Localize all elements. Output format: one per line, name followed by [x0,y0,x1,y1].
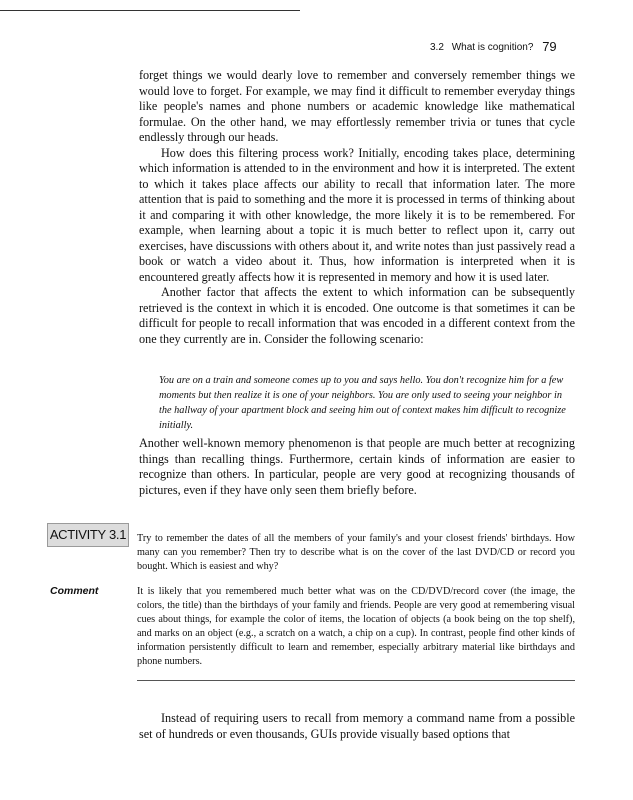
comment-bottom-rule [137,680,575,681]
running-header [430,39,580,54]
paragraph-recognition: Another well-known memory phenomenon is that people are much better at recognizing things than recalling things. Furthermore, certain kinds of information are easier to recognize than others. In particular, people are very good at recognizing thousands of pictures, even if they have only seen them briefly before. [139,436,575,497]
top-rule [0,10,300,11]
scenario-quote: You are on a train and someone comes up to you and says hello. You don't recognize him for a few moments but then realize it is one of your neighbors. You are only used to seeing your neighbor in the hallway of your apartment block and seeing him out of context makes him difficult to recognize initially. [159,375,566,431]
paragraph-forget-things: forget things we would dearly love to remember and conversely remember things we would love to forget. For example, we may find it difficult to remember everyday things like people's names and phone numbers or academic knowledge like mathematical formulae. On the other hand, we may effortlessly remember trivia or tunes that cycle endlessly through our heads. [139,68,575,144]
section-number: 3.2 [430,42,444,53]
closing-text-block [139,711,575,742]
paragraph-context-factor: Another factor that affects the extent to which information can be subsequently retrieved is the context in which it is encoded. One outcome is that sometimes it can be difficult for people to recall information that was encoded in a different context from the one they currently are in. Consider the following scenario: [139,285,575,346]
comment-text: It is likely that you remembered much better what was on the CD/DVD/record cover (the image, the colors, the title) than the birthdays of your family and friends. People are very good at remembering visual cues about things, for example the color of items, the location of objects (a book being on the top shelf), and marks on an object (e.g., a scratch on a watch, a chip on a cup). In contrast, people find other kinds of information persistently difficult to learn and remember, especially arbitrary material like birthdays and phone numbers. [137,586,575,667]
paragraph-gui-options: Instead of requiring users to recall from memory a command name from a possible set of hundreds or even thousands, GUIs provide visually based options that [139,711,575,741]
activity-label-box: ACTIVITY 3.1 [47,523,129,547]
recognition-text-block [139,436,575,498]
page-number: 79 [542,39,557,54]
section-title: What is cognition? [451,42,534,53]
comment-label: Comment [50,585,99,597]
main-text-block [139,68,575,347]
activity-text: Try to remember the dates of all the members of your family's and your closest friends' birthdays. How many can you remember? Then try to describe what is on the cover of the last DVD/CD or record you bought. Which is easiest and why? [137,533,575,572]
paragraph-filtering-process: How does this filtering process work? Initially, encoding takes place, determining which information is attended to in the environment and how it is interpreted. The extent to which it takes place affects our ability to recall that information later. The more attention that is paid to something and the more it is processed in terms of thinking about it and comparing it with other knowledge, the more likely it is to be remembered. For example, when learning about a topic it is much better to reflect upon it, carry out exercises, have discussions with others about it, and write notes than just passively read a book or watch a video about it. Thus, how information is interpreted when it is encountered greatly affects how it is represented in memory and how it is used later. [139,145,575,284]
